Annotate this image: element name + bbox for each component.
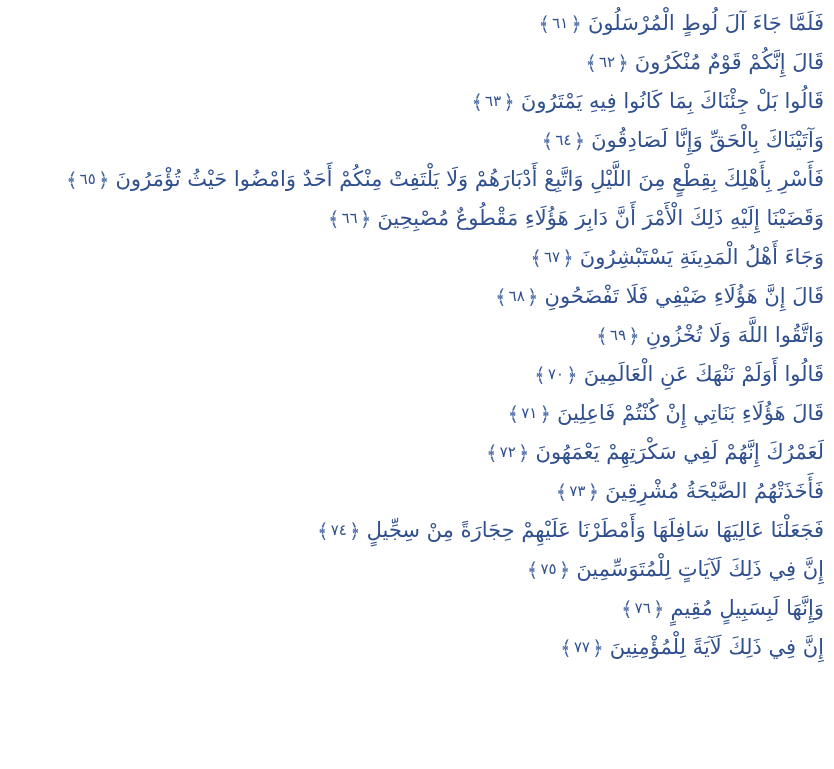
verse-line [10, 277, 824, 316]
ayah-number: ٦٧ [543, 248, 561, 266]
ayah-number-marker [494, 284, 539, 309]
ayah-number: ٧٠ [547, 365, 564, 383]
ayah-number-marker [485, 440, 530, 465]
ayah-number: ٦٢ [598, 53, 616, 71]
ayah-number: ٧٧ [573, 638, 590, 656]
verse-text: وَقَضَيْنَا إِلَيْهِ ذَلِكَ الْأَمْرَ أَنَّ دَابِرَ هَؤُلَاءِ مَقْطُوعٌ مُصْبِحِينَ [377, 205, 824, 230]
ayah-number-marker [560, 635, 604, 660]
ayah-number: ٦٩ [609, 326, 627, 344]
verse-line [10, 433, 824, 472]
verse-text: وَاتَّقُوا اللَّهَ وَلَا تُخْزُونِ [645, 322, 824, 347]
ayah-number: ٦١ [552, 14, 569, 32]
verse-line [10, 355, 824, 394]
ayah-number-marker [327, 206, 372, 231]
ayah-number-marker [585, 50, 629, 75]
verse-text: قَالُوا أَوَلَمْ نَنْهَكَ عَنِ الْعَالَمِينَ [583, 361, 824, 386]
ornate-bracket-close-icon: ﴾ [538, 11, 551, 36]
ornate-bracket-close-icon: ﴾ [596, 323, 608, 348]
ornate-bracket-close-icon: ﴾ [620, 596, 633, 621]
ornate-bracket-open-icon: ﴿ [570, 11, 582, 36]
ornate-bracket-open-icon: ﴿ [539, 401, 552, 426]
ayah-number: ٧١ [521, 404, 538, 422]
verse-text: فَأَسْرِ بِأَهْلِكَ بِقِطْعٍ مِنَ اللَّيْلِ وَاتَّبِعْ أَدْبَارَهُمْ وَلَا يَلْتَفِتْ مِنْكُمْ أَحَدٌ وَامْضُوا حَيْثُ تُؤْمَرُونَ [115, 166, 824, 191]
verse-line [10, 43, 824, 82]
verse-text: قَالَ هَؤُلَاءِ بَنَاتِي إِنْ كُنْتُمْ فَاعِلِينَ [557, 400, 824, 425]
ornate-bracket-open-icon: ﴿ [503, 89, 515, 114]
ayah-number-marker [538, 11, 582, 36]
verse-text: فَجَعَلْنَا عَالِيَهَا سَافِلَهَا وَأَمْطَرْنَا عَلَيْهِمْ حِجَارَةً مِنْ سِجِّيلٍ [366, 517, 824, 542]
ayah-number-marker [620, 596, 665, 621]
ayah-number: ٧٢ [499, 443, 516, 461]
ornate-bracket-open-icon: ﴿ [652, 596, 665, 621]
verse-line [10, 628, 824, 667]
ornate-bracket-close-icon: ﴾ [530, 245, 542, 270]
ornate-bracket-open-icon: ﴿ [526, 284, 539, 309]
verse-text: وَجَاءَ أَهْلُ الْمَدِينَةِ يَسْتَبْشِرُونَ [579, 244, 824, 269]
verse-line [10, 199, 824, 238]
ornate-bracket-close-icon: ﴾ [471, 89, 484, 114]
verse-line [10, 160, 824, 199]
ornate-bracket-open-icon: ﴿ [566, 362, 578, 387]
ayah-number-marker [530, 245, 574, 270]
ornate-bracket-open-icon: ﴿ [562, 245, 574, 270]
ayah-number: ٧٤ [330, 521, 347, 539]
verse-line [10, 4, 824, 43]
ayah-number: ٦٦ [341, 209, 358, 227]
ornate-bracket-close-icon: ﴾ [485, 440, 498, 465]
ornate-bracket-close-icon: ﴾ [494, 284, 507, 309]
verse-text: وَإِنَّهَا لَبِسَبِيلٍ مُقِيمٍ [670, 595, 824, 620]
ornate-bracket-close-icon: ﴾ [555, 479, 568, 504]
verse-line [10, 238, 824, 277]
verse-line [10, 472, 824, 511]
ornate-bracket-open-icon: ﴿ [517, 440, 530, 465]
ornate-bracket-open-icon: ﴿ [573, 128, 586, 153]
verse-line [10, 316, 824, 355]
verse-line [10, 550, 824, 589]
ornate-bracket-open-icon: ﴿ [359, 206, 372, 231]
ayah-number-marker [541, 128, 586, 153]
ornate-bracket-open-icon: ﴿ [592, 635, 604, 660]
verse-text: إِنَّ فِي ذَلِكَ لَآيَةً لِلْمُؤْمِنِينَ [609, 634, 824, 659]
verse-text: لَعَمْرُكَ إِنَّهُمْ لَفِي سَكْرَتِهِمْ يَعْمَهُونَ [535, 439, 824, 464]
ayah-number-marker [471, 89, 515, 114]
ornate-bracket-close-icon: ﴾ [65, 167, 78, 192]
verse-line [10, 589, 824, 628]
ayah-number-marker [317, 518, 361, 543]
ornate-bracket-close-icon: ﴾ [317, 518, 329, 543]
ayah-number: ٦٥ [79, 170, 96, 188]
verse-line [10, 121, 824, 160]
ornate-bracket-close-icon: ﴾ [507, 401, 520, 426]
ayah-number-marker [507, 401, 552, 426]
ornate-bracket-close-icon: ﴾ [541, 128, 554, 153]
ayah-number-marker [596, 323, 640, 348]
ayah-number: ٦٤ [555, 131, 572, 149]
ornate-bracket-close-icon: ﴾ [327, 206, 340, 231]
ornate-bracket-close-icon: ﴾ [585, 50, 597, 75]
ayah-number-marker [65, 167, 110, 192]
verse-line [10, 82, 824, 121]
verse-text: قَالَ إِنَّكُمْ قَوْمٌ مُنْكَرُونَ [634, 49, 824, 74]
verse-line [10, 511, 824, 550]
ornate-bracket-open-icon: ﴿ [348, 518, 361, 543]
verse-text: قَالَ إِنَّ هَؤُلَاءِ ضَيْفِي فَلَا تَفْضَحُونِ [544, 283, 824, 308]
ornate-bracket-open-icon: ﴿ [97, 167, 110, 192]
ayah-number: ٧٦ [634, 599, 651, 617]
verse-text: إِنَّ فِي ذَلِكَ لَآيَاتٍ لِلْمُتَوَسِّمِينَ [576, 556, 824, 581]
verse-text: فَلَمَّا جَاءَ آلَ لُوطٍ الْمُرْسَلُونَ [587, 10, 824, 35]
ayah-number: ٦٣ [485, 92, 502, 110]
ayah-number-marker [534, 362, 578, 387]
ayah-number-marker [526, 557, 571, 582]
verse-text: وَآتَيْنَاكَ بِالْحَقِّ وَإِنَّا لَصَادِقُونَ [591, 127, 824, 152]
ornate-bracket-open-icon: ﴿ [617, 50, 629, 75]
verse-text: فَأَخَذَتْهُمُ الصَّيْحَةُ مُشْرِقِينَ [605, 478, 824, 503]
ayah-number: ٧٥ [540, 560, 557, 578]
ayah-number-marker [555, 479, 600, 504]
verse-line [10, 394, 824, 433]
ornate-bracket-close-icon: ﴾ [534, 362, 546, 387]
ornate-bracket-close-icon: ﴾ [526, 557, 539, 582]
ayah-number: ٧٣ [569, 482, 586, 500]
verse-text: قَالُوا بَلْ جِئْنَاكَ بِمَا كَانُوا فِيهِ يَمْتَرُونَ [520, 88, 824, 113]
ornate-bracket-open-icon: ﴿ [587, 479, 600, 504]
ornate-bracket-open-icon: ﴿ [628, 323, 640, 348]
ayah-number: ٦٨ [508, 287, 525, 305]
ornate-bracket-close-icon: ﴾ [560, 635, 572, 660]
ornate-bracket-open-icon: ﴿ [558, 557, 571, 582]
